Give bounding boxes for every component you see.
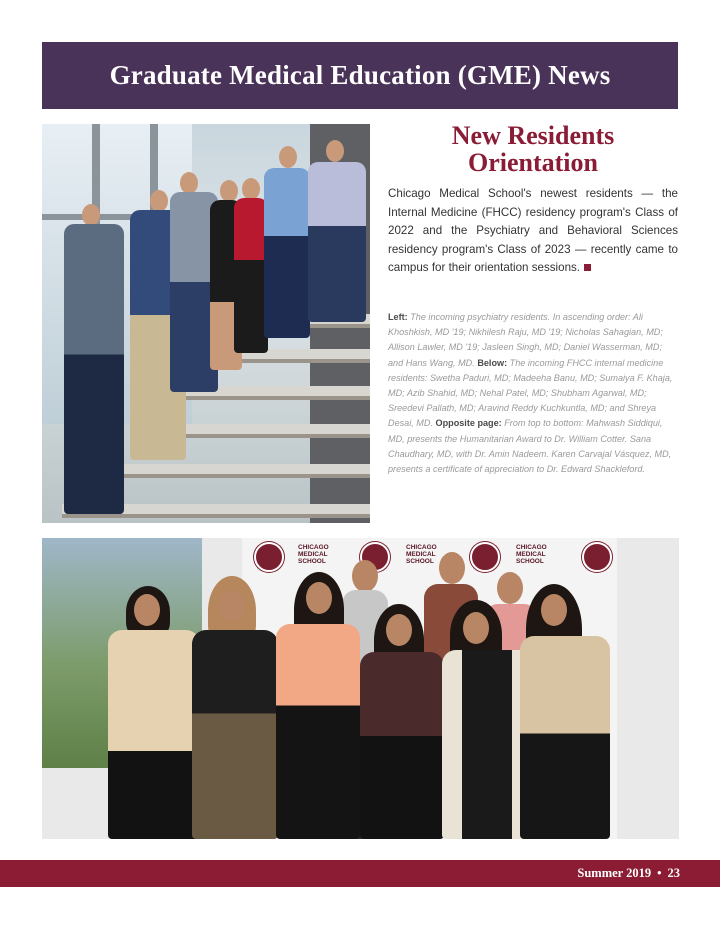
caption-label: Opposite page: — [435, 418, 502, 429]
backdrop-logo-line: MEDICAL — [406, 551, 436, 558]
person-head — [220, 180, 238, 202]
person-head — [306, 582, 332, 614]
person — [520, 636, 610, 839]
backdrop-logo-line: SCHOOL — [516, 558, 544, 565]
backdrop-logo-line: CHICAGO — [406, 544, 437, 551]
person — [192, 630, 278, 839]
person-head — [218, 590, 244, 622]
person — [360, 652, 444, 839]
school-seal-icon — [254, 542, 284, 572]
person — [64, 224, 124, 514]
person-head — [386, 614, 412, 646]
person-head — [541, 594, 567, 626]
header-banner — [42, 42, 678, 109]
person-head — [497, 572, 523, 604]
school-seal-icon — [582, 542, 612, 572]
issue-label: Summer 2019 — [577, 866, 652, 880]
school-seal-icon — [470, 542, 500, 572]
photo-stair-step — [102, 464, 370, 478]
article-headline — [388, 122, 678, 176]
person — [234, 198, 268, 353]
backdrop-logo-line: SCHOOL — [406, 558, 434, 565]
person-head — [242, 178, 260, 200]
backdrop-logo-text — [516, 544, 547, 565]
person — [276, 624, 360, 839]
end-mark-icon — [584, 264, 591, 271]
headline-line: Orientation — [468, 148, 598, 177]
person-head — [82, 204, 100, 226]
article-body — [388, 185, 678, 278]
caption-label: Left: — [388, 312, 408, 322]
person-head — [150, 190, 168, 212]
person — [442, 650, 532, 839]
page-number: 23 — [667, 866, 680, 880]
page-title: Graduate Medical Education (GME) News — [109, 60, 611, 90]
caption-label: Below: — [477, 357, 508, 368]
photo-psychiatry-residents-stairs — [42, 124, 370, 523]
backdrop-logo-text — [406, 544, 437, 565]
backdrop-logo-line: SCHOOL — [298, 558, 326, 565]
person-head — [463, 612, 489, 644]
photo-captions — [388, 310, 678, 477]
backdrop-logo-line: CHICAGO — [298, 544, 329, 551]
person-head — [180, 172, 198, 194]
person — [108, 630, 200, 839]
caption-text: The incoming FHCC internal medicine residents: Swetha Paduri, MD; Madeeha Banu, MD; Sumaiya F. Khaja, MD; Azib Shahid, MD; Nehal Patel, MD; Shubham Agarwal, MD; Sreedevi Pallath, MD; Aravind Reddy Kuchkuntla, MD; and Shreya Desai, MD. — [388, 357, 673, 429]
backdrop-logo-line: MEDICAL — [516, 551, 546, 558]
backdrop-logo-text — [298, 544, 329, 565]
page-folio — [577, 860, 680, 887]
person — [308, 162, 366, 322]
folio-separator: • — [657, 866, 662, 880]
person — [264, 168, 310, 338]
photo-fhcc-residents-group — [42, 538, 679, 839]
backdrop-logo-line: CHICAGO — [516, 544, 547, 551]
caption-text: The incoming psychiatry residents. In ascending order: Ali Khoshkish, MD '19; Nikhilesh Raju, MD '19; Nicholas Sahagian, MD; Allison Lawler, MD '19; Jasleen Singh, MD; Daniel Wasserman, MD; and Hans Wang, MD. — [388, 312, 663, 368]
person-head — [326, 140, 344, 162]
person-head — [439, 552, 465, 584]
headline-line: New Residents — [451, 121, 615, 150]
person-head — [279, 146, 297, 168]
backdrop-logo-line: MEDICAL — [298, 551, 328, 558]
article-body-text: Chicago Medical School's newest residents — the Internal Medicine (FHCC) residency program's Class of 2022 and the Psychiatry and Behavioral Sciences residency program's Class of 2023 — recently came to campus for their orientation sessions. — [388, 187, 678, 274]
caption-text: From top to bottom: Mahwash Siddiqui, MD, presents the Humanitarian Award to Dr. William Cotter. Sana Chaudhary, MD, with Dr. Amin Nadeem. Karen Carvajal Vásquez, MD, presents a certificate of appreciation to Dr. Edward Shackleford. — [388, 418, 672, 475]
person-head — [352, 560, 378, 592]
page-footer — [0, 860, 720, 887]
person-head — [134, 594, 160, 626]
